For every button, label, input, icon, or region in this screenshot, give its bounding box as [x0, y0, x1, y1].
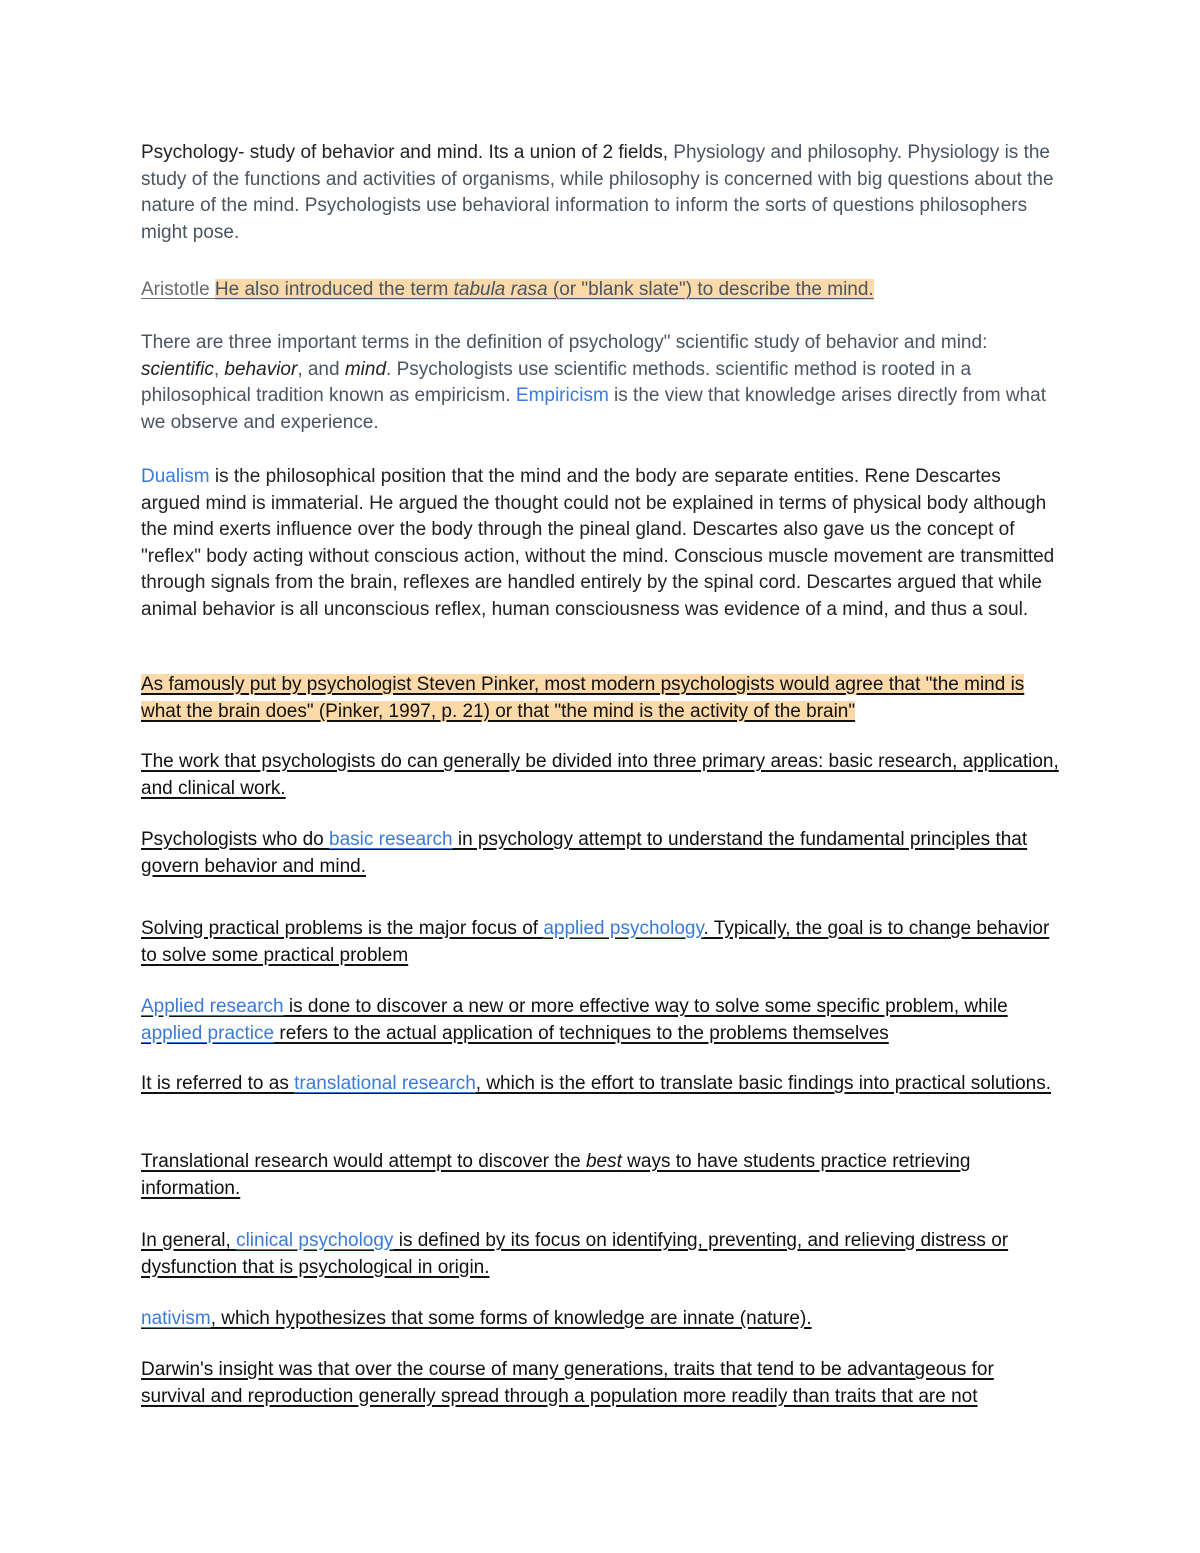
paragraph-darwin [141, 1357, 1061, 1410]
highlighted-text: As famously put by psychologist Steven Pinker, most modern psychologists would agree that "the mind is what the brain does" (Pinker, 1997, p. 21) or that "the mind is the activity of the brain" [141, 674, 1025, 722]
text-run: It is referred to as [141, 1073, 295, 1094]
text-run: Psychology- study of behavior and mind. Its a union of 2 fields, [141, 142, 674, 163]
italic-term: mind [344, 358, 387, 380]
text-run: Psychologists who do [141, 829, 329, 850]
link-basic-research[interactable]: basic research [329, 829, 453, 850]
link-translational-research[interactable]: translational research [294, 1073, 476, 1094]
text-run: The work that psychologists do can generally be divided into three primary areas: basic research, application, and clinical work. [141, 751, 1059, 799]
key-term: Dualism [141, 466, 210, 487]
link-clinical-psychology[interactable]: clinical psychology [236, 1230, 394, 1251]
text-run: in psychology attempt to understand the fundamental principles that govern behavior and mind. [141, 829, 1028, 877]
text-run: He also introduced the term [214, 279, 454, 300]
text-run: Solving practical problems is the major focus of [141, 918, 544, 939]
text-run: refers to the actual application of techniques to the problems themselves [274, 1022, 889, 1044]
text-run: is the philosophical position that the mind and the body are separate entities. Rene Descartes argued mind is immaterial. He argued the thought could not be explained in terms of physical body although the mind exerts influence over the body through the pineal gland. Descartes also gave us the concept of "reflex" body acting without conscious action, without the mind. Conscious muscle movement are transmitted through signals from the brain, reflexes are handled entirely by the spinal cord. Descartes argued that while animal behavior is all unconscious reflex, human consciousness was evidence of a mind, and thus a soul. [141, 466, 1055, 620]
text-run: , which hypothesizes that some forms of knowledge are innate (nature). [210, 1308, 812, 1329]
key-term: Empiricism [515, 385, 609, 406]
paragraph-dualism [141, 464, 1061, 623]
paragraph-translational-research [141, 1071, 1061, 1098]
text-run: . Typically, the goal is to change behavior to solve some practical problem [141, 918, 1050, 966]
paragraph-clinical-psychology [141, 1228, 1061, 1281]
paragraph-aristotle [141, 277, 1061, 304]
text-run: There are three important terms in the definition of psychology" scientific study of behavior and mind: [141, 332, 988, 353]
paragraph-three-areas [141, 749, 1061, 802]
highlighted-text [215, 279, 874, 300]
text-run: , [213, 358, 225, 380]
text-run: is done to discover a new or more effective way to solve some specific problem, while [283, 996, 1008, 1017]
link-applied-psychology[interactable]: applied psychology [543, 918, 704, 939]
paragraph-pinker-quote [141, 672, 1061, 725]
italic-term: scientific [141, 358, 214, 380]
text-run: , which is the effort to translate basic findings into practical solutions. [475, 1073, 1052, 1094]
text-run: ways to have students practice retrieving information. [141, 1151, 971, 1199]
text-run: is defined by its focus on identifying, preventing, and relieving distress or dysfunction that is psychological in origin. [141, 1230, 1009, 1278]
italic-term: behavior [224, 358, 298, 380]
italic-term: tabula rasa [453, 279, 548, 300]
paragraph-translational-example [141, 1149, 1061, 1202]
paragraph-three-terms [141, 330, 1061, 436]
text-run: (or "blank slate") to describe the mind. [547, 279, 874, 300]
text-run: In general, [141, 1230, 237, 1251]
italic-term: best [585, 1151, 622, 1172]
paragraph-applied-psychology [141, 916, 1061, 969]
paragraph-nativism [141, 1306, 1061, 1333]
text-run: Darwin's insight was that over the course of many generations, traits that tend to be advantageous for survival and reproduction generally spread through a population more readily than traits that are not [141, 1359, 994, 1407]
text-run: Aristotle [141, 279, 215, 300]
text-run: Physiology and philosophy. Physiology is the study of the functions and activities of organisms, while philosophy is concerned with big questions about the nature of the mind. Psychologists use behavioral information to inform the sorts of questions philosophers might pose. [141, 142, 1054, 243]
text-run: , and [297, 358, 345, 380]
paragraph-psychology-definition [141, 140, 1061, 246]
paragraph-applied-research [141, 994, 1061, 1047]
link-nativism[interactable]: nativism [141, 1308, 211, 1329]
link-applied-practice[interactable]: applied practice [141, 1022, 275, 1044]
text-run: is the view that knowledge arises directly from what we observe and experience. [141, 385, 1046, 433]
text-run: Translational research would attempt to discover the [141, 1151, 586, 1172]
paragraph-basic-research [141, 827, 1061, 880]
text-run: . Psychologists use scientific methods. scientific method is rooted in a philosophical tradition known as empiricism. [141, 358, 972, 406]
link-applied-research[interactable]: Applied research [141, 996, 284, 1017]
